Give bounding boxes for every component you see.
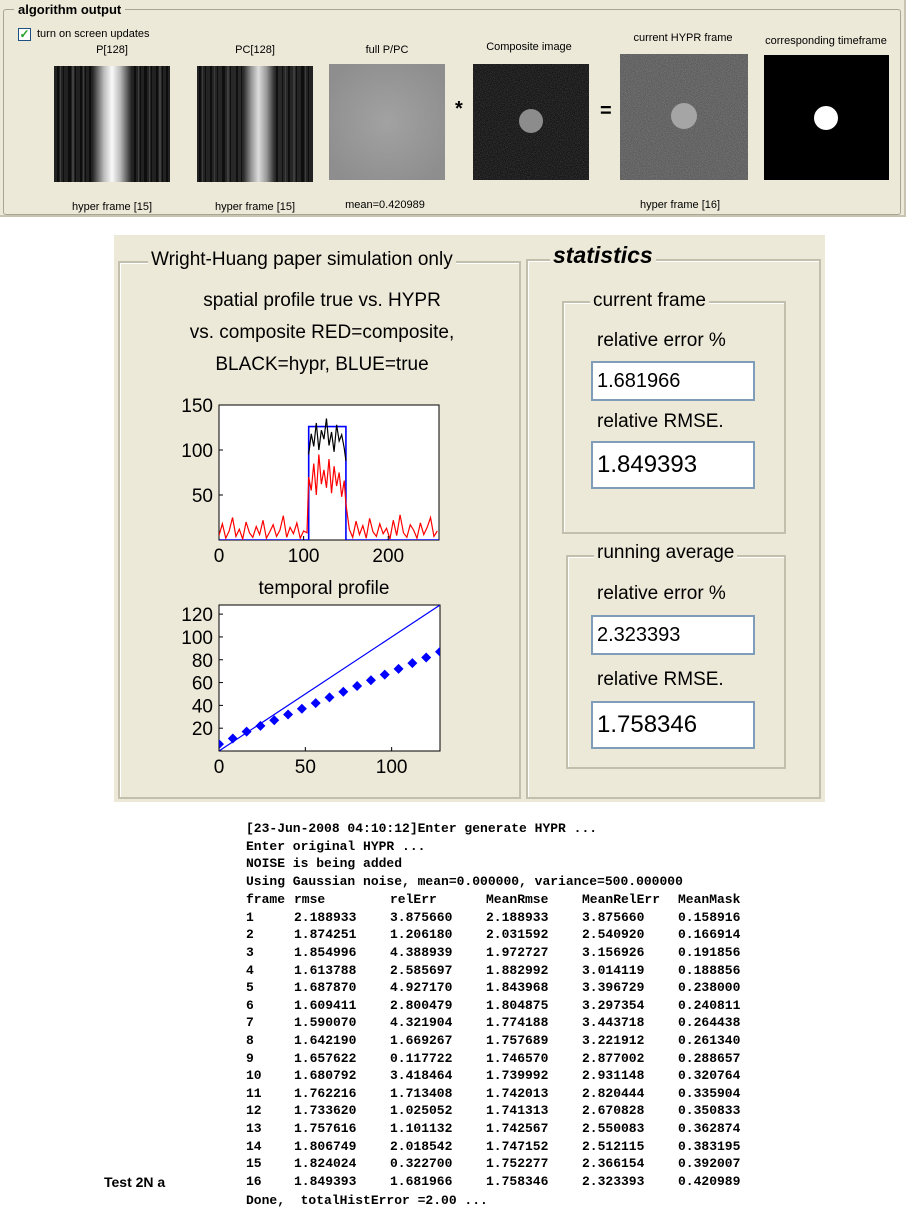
table-row: [246, 1032, 764, 1050]
log-line: Using Gaussian noise, mean=0.000000, variance=500.000000: [246, 873, 683, 889]
table-cell: 1.747152: [486, 1138, 549, 1154]
table-cell: 1.742567: [486, 1121, 549, 1137]
table-cell: 0.240811: [678, 997, 741, 1013]
y-tick-label: 50: [191, 486, 213, 507]
table-cell: 3.221912: [582, 1033, 645, 1049]
current-rel-error-field[interactable]: 1.681966: [591, 361, 755, 401]
table-cell: 1.742013: [486, 1085, 549, 1101]
current-rmse-field[interactable]: 1.849393: [591, 441, 755, 489]
composite-image: [473, 64, 589, 180]
screen-updates-label[interactable]: turn on screen updates: [37, 28, 150, 40]
algorithm-output-panel: [0, 0, 906, 217]
table-cell: 0.350833: [678, 1103, 741, 1119]
table-cell: 1.843968: [486, 980, 549, 996]
table-cell: 2.931148: [582, 1068, 645, 1084]
table-cell: 2.585697: [390, 962, 453, 978]
simulation-description-line-2: vs. composite RED=composite,: [189, 322, 455, 343]
table-cell: 2.550083: [582, 1121, 645, 1137]
log-table-header: [246, 891, 764, 909]
table-cell: 10: [246, 1068, 262, 1084]
table-cell: 0.158916: [678, 909, 741, 925]
column-header-rmse: rmse: [294, 892, 326, 908]
running-rmse-label: relative RMSE.: [597, 669, 724, 690]
table-cell: 14: [246, 1138, 262, 1154]
table-cell: 1.669267: [390, 1033, 453, 1049]
table-cell: 1.613788: [294, 962, 357, 978]
table-cell: 12: [246, 1103, 262, 1119]
table-cell: 3.418464: [390, 1068, 453, 1084]
table-cell: 1.854996: [294, 945, 357, 961]
table-cell: 6: [246, 997, 254, 1013]
table-cell: 2.188933: [294, 909, 357, 925]
table-row: [246, 909, 764, 927]
table-cell: 1.806749: [294, 1138, 357, 1154]
screen-updates-checkbox[interactable]: ✓: [19, 27, 30, 41]
table-cell: 3.297354: [582, 997, 645, 1013]
table-cell: 2.800479: [390, 997, 453, 1013]
table-cell: 1.590070: [294, 1015, 357, 1031]
table-cell: 1.733620: [294, 1103, 357, 1119]
table-cell: 1.762216: [294, 1085, 357, 1101]
table-cell: 2.820444: [582, 1085, 645, 1101]
log-line: NOISE is being added: [246, 856, 403, 872]
column-header-meanrmse: MeanRmse: [486, 892, 549, 908]
table-cell: 0.335904: [678, 1085, 741, 1101]
running-rmse-field[interactable]: 1.758346: [591, 701, 755, 749]
x-tick-label: 100: [375, 757, 408, 778]
corresponding-timeframe-image: [764, 55, 889, 180]
table-row: [246, 1067, 764, 1085]
table-cell: 13: [246, 1121, 262, 1137]
log-footer-line: Done, totalHistError =2.00 ...: [246, 1193, 488, 1208]
table-cell: 1.758346: [486, 1173, 549, 1189]
table-cell: 2.512115: [582, 1138, 645, 1154]
table-cell: 1.882992: [486, 962, 549, 978]
table-cell: 1.874251: [294, 927, 357, 943]
table-cell: 1.025052: [390, 1103, 453, 1119]
table-cell: 0.320764: [678, 1068, 741, 1084]
image-label-full-ppc: full P/PC: [365, 44, 409, 56]
y-tick-label: 20: [191, 719, 213, 741]
current-rmse-label: relative RMSE.: [597, 411, 724, 432]
table-cell: 0.238000: [678, 980, 741, 996]
caption-pc: hyper frame [15]: [214, 201, 296, 213]
table-row: [246, 961, 764, 979]
table-cell: 2.031592: [486, 927, 549, 943]
table-row: [246, 979, 764, 997]
table-cell: 4: [246, 962, 254, 978]
simulation-group-title: Wright-Huang paper simulation only: [148, 249, 456, 271]
table-cell: 1.824024: [294, 1156, 357, 1172]
current-frame-title: current frame: [590, 290, 709, 312]
multiply-sign: *: [455, 98, 463, 120]
table-cell: 1.757689: [486, 1033, 549, 1049]
table-cell: 1.741313: [486, 1103, 549, 1119]
table-cell: 0.322700: [390, 1156, 453, 1172]
pc-projection-image: [197, 66, 313, 182]
table-cell: 7: [246, 1015, 254, 1031]
table-cell: 15: [246, 1156, 262, 1172]
table-cell: 5: [246, 980, 254, 996]
table-cell: 2.670828: [582, 1103, 645, 1119]
table-cell: 3.875660: [582, 909, 645, 925]
table-row: [246, 1102, 764, 1120]
table-cell: 2.188933: [486, 909, 549, 925]
table-cell: 9: [246, 1050, 254, 1066]
x-tick-label: 100: [287, 546, 320, 567]
current-hypr-frame-image: [620, 54, 748, 180]
table-row: [246, 1120, 764, 1138]
table-cell: 1.713408: [390, 1085, 453, 1101]
table-cell: 0.117722: [390, 1050, 453, 1066]
table-row: [246, 1085, 764, 1103]
caption-p: hyper frame [15]: [71, 201, 153, 213]
current-rel-error-label: relative error %: [597, 330, 726, 351]
image-label-composite: Composite image: [486, 41, 572, 53]
y-tick-label: 100: [181, 627, 213, 649]
column-header-meanrelerr: MeanRelErr: [582, 892, 661, 908]
table-cell: 0.191856: [678, 945, 741, 961]
x-tick-label: 0: [213, 546, 225, 567]
table-cell: 2: [246, 927, 254, 943]
table-cell: 1.804875: [486, 997, 549, 1013]
column-header-relerr: relErr: [390, 892, 437, 908]
image-label-pc: PC[128]: [235, 44, 275, 56]
table-row: [246, 944, 764, 962]
x-tick-label: 0: [213, 757, 225, 778]
table-cell: 1.609411: [294, 997, 357, 1013]
table-cell: 1.206180: [390, 927, 453, 943]
table-cell: 1: [246, 909, 254, 925]
table-cell: 1.680792: [294, 1068, 357, 1084]
p-projection-image: [54, 66, 170, 182]
column-header-meanmask: MeanMask: [678, 892, 741, 908]
table-cell: 4.388939: [390, 945, 453, 961]
running-average-title: running average: [594, 542, 737, 564]
table-row: [246, 1049, 764, 1067]
simulation-description-line-1: spatial profile true vs. HYPR: [203, 290, 441, 311]
caption-current-hypr: hyper frame [16]: [639, 199, 721, 211]
temporal-profile-chart: [174, 599, 454, 795]
table-cell: 0.264438: [678, 1015, 741, 1031]
y-tick-label: 80: [191, 650, 213, 672]
console-log: [246, 820, 683, 890]
table-cell: 2.877002: [582, 1050, 645, 1066]
table-cell: 1.849393: [294, 1173, 357, 1189]
table-cell: 0.383195: [678, 1138, 741, 1154]
caption-full-ppc: mean=0.420989: [345, 199, 425, 211]
plot-area: [219, 405, 439, 540]
table-cell: 0.166914: [678, 927, 741, 943]
table-cell: 1.642190: [294, 1033, 357, 1049]
temporal-profile-title: temporal profile: [258, 578, 390, 599]
table-cell: 3.875660: [390, 909, 453, 925]
table-cell: 2.323393: [582, 1173, 645, 1189]
table-row: [246, 1173, 764, 1191]
x-tick-label: 50: [294, 757, 316, 778]
spatial-profile-chart: [174, 397, 454, 582]
table-cell: 1.972727: [486, 945, 549, 961]
table-cell: 2.540920: [582, 927, 645, 943]
table-cell: 0.261340: [678, 1033, 741, 1049]
image-label-timeframe: corresponding timeframe: [765, 35, 887, 47]
table-cell: 8: [246, 1033, 254, 1049]
table-cell: 1.752277: [486, 1156, 549, 1172]
table-cell: 0.362874: [678, 1121, 741, 1137]
table-row: [246, 1137, 764, 1155]
column-header-frame: frame: [246, 892, 286, 908]
running-rel-error-field[interactable]: 2.323393: [591, 615, 755, 655]
simulation-panel: [114, 235, 825, 802]
full-ppc-image: [329, 64, 445, 180]
table-row: [246, 1155, 764, 1173]
table-cell: 1.657622: [294, 1050, 357, 1066]
table-cell: 4.927170: [390, 980, 453, 996]
table-cell: 1.746570: [486, 1050, 549, 1066]
image-label-current-hypr: current HYPR frame: [633, 32, 733, 44]
table-cell: 1.774188: [486, 1015, 549, 1031]
y-tick-label: 100: [181, 441, 213, 462]
y-tick-label: 60: [191, 673, 213, 695]
table-row: [246, 926, 764, 944]
equals-sign: =: [600, 100, 612, 122]
table-cell: 2.366154: [582, 1156, 645, 1172]
table-cell: 4.321904: [390, 1015, 453, 1031]
table-cell: 1.681966: [390, 1173, 453, 1189]
table-cell: 11: [246, 1085, 262, 1101]
table-cell: 0.288657: [678, 1050, 741, 1066]
table-cell: 3.014119: [582, 962, 645, 978]
table-cell: 3.443718: [582, 1015, 645, 1031]
table-cell: 3.156926: [582, 945, 645, 961]
table-cell: 3: [246, 945, 254, 961]
log-line: [23-Jun-2008 04:10:12]Enter generate HYPR ...: [246, 821, 598, 836]
table-cell: 3.396729: [582, 980, 645, 996]
table-row: [246, 1014, 764, 1032]
table-cell: 0.392007: [678, 1156, 741, 1172]
table-cell: 1.687870: [294, 980, 357, 996]
table-cell: 1.101132: [390, 1121, 453, 1137]
table-cell: 0.420989: [678, 1173, 741, 1189]
table-cell: 1.739992: [486, 1068, 549, 1084]
y-tick-label: 120: [181, 605, 213, 627]
log-line: Enter original HYPR ...: [246, 838, 426, 854]
running-rel-error-label: relative error %: [597, 583, 726, 604]
table-cell: 16: [246, 1173, 262, 1189]
image-label-p: P[128]: [96, 44, 128, 56]
simulation-description-line-3: BLACK=hypr, BLUE=true: [215, 354, 429, 375]
x-tick-label: 200: [372, 546, 405, 567]
test-label: Test 2N a: [104, 1174, 166, 1190]
table-row: [246, 997, 764, 1015]
statistics-title: statistics: [550, 242, 656, 269]
log-table: [246, 891, 764, 1190]
y-tick-label: 40: [191, 696, 213, 718]
y-tick-label: 150: [181, 397, 213, 417]
table-cell: 2.018542: [390, 1138, 453, 1154]
algorithm-output-title: algorithm output: [14, 2, 125, 17]
table-cell: 1.757616: [294, 1121, 357, 1137]
table-cell: 0.188856: [678, 962, 741, 978]
